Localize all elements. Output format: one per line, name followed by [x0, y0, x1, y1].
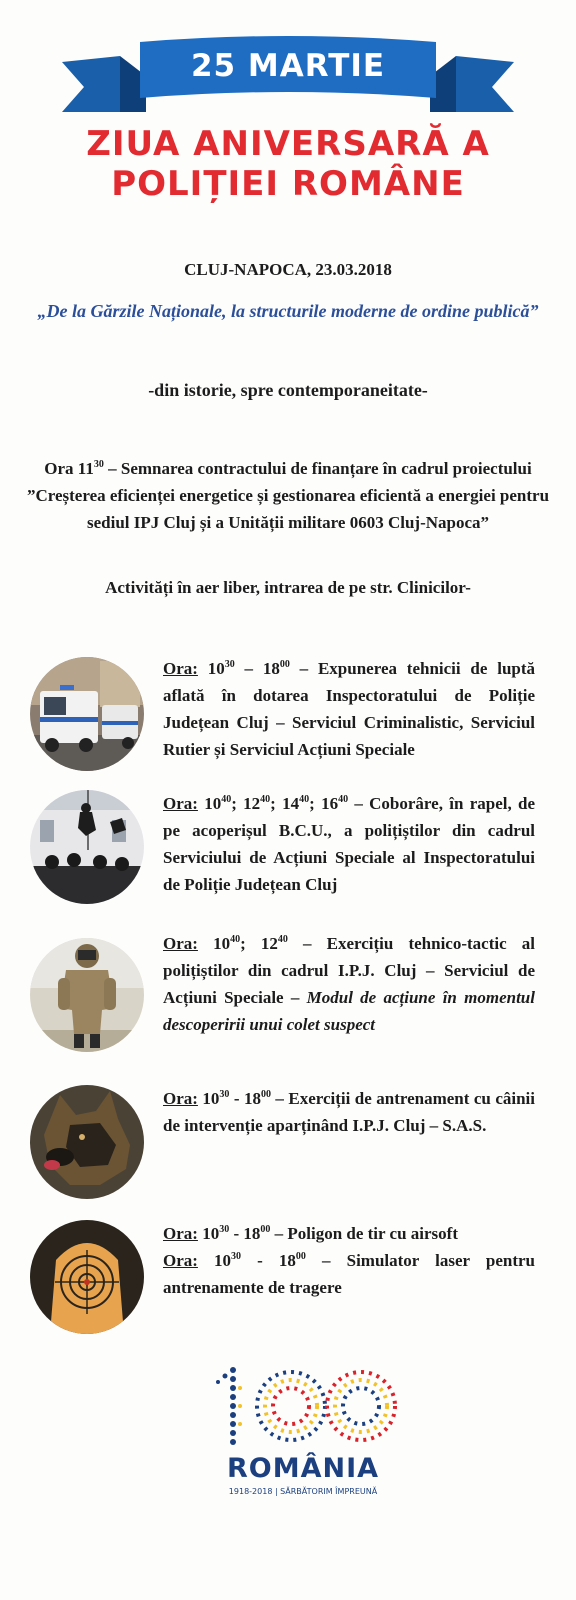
time-minutes: 00 — [295, 1251, 306, 1262]
time-minutes: 40 — [338, 794, 349, 805]
time-hour: 10 — [207, 659, 225, 678]
activity-text: – Coborâre, în rapel, de pe acoperișul B.C.U., a polițiștilor din cadrul Serviciului de Acțiuni Speciale al Inspectoratului de Poliție Județean Cluj — [163, 794, 535, 894]
activity-text: – Simulator laser pentru antrenamente de tragere — [163, 1251, 535, 1297]
time-hour: 18 — [278, 1251, 296, 1270]
activity-description — [163, 1085, 535, 1139]
time-hour: 10 — [202, 1224, 220, 1243]
event-tagline: -din istorie, spre contemporaneitate- — [148, 380, 428, 400]
signing-time-minutes: 30 — [93, 459, 104, 470]
rappel-photo-icon — [30, 790, 144, 904]
time-minutes: 40 — [260, 794, 271, 805]
time-hour: 16 — [321, 794, 339, 813]
romania-100-logo — [203, 1358, 403, 1498]
event-subtitle: „De la Gărzile Naționale, la structurile moderne de ordine publică” — [37, 301, 539, 321]
activity-description — [163, 790, 535, 898]
time-minutes: 30 — [231, 1251, 242, 1262]
bomb-suit-photo-icon — [30, 938, 144, 1052]
activity-text: – Expunerea tehnicii de luptă aflată în dotarea Inspectoratului de Poliție Județean Cluj – Serviciul Criminalistic, Serviciul Rutier și Serviciul Acțiuni Speciale — [163, 659, 536, 759]
logo-wordmark: ROMÂNIA — [226, 1453, 380, 1484]
ora-label: Ora: — [163, 659, 198, 678]
activity-text: – Exerciții de antrenament cu câinii de intervenție aparținând I.P.J. Cluj – S.A.S. — [163, 1089, 535, 1135]
banner-date: 25 MARTIE — [190, 48, 386, 84]
time-joiner: ; — [270, 794, 283, 813]
outdoor-activities-heading: Activități în aer liber, intrarea de pe str. Clinicilor- — [105, 578, 471, 597]
time-minutes: 40 — [221, 794, 232, 805]
time-separator: - — [241, 1251, 279, 1270]
logo-tagline: 1918-2018 | SĂRBĂTORIM ÎMPREUNĂ — [228, 1487, 378, 1496]
police-dog-photo-icon — [30, 1085, 144, 1199]
time-hour: 10 — [202, 1089, 220, 1108]
time-hour: 12 — [243, 794, 261, 813]
time-joiner: ; — [231, 794, 244, 813]
ora-label: Ora: — [163, 794, 198, 813]
time-joiner: ; — [240, 934, 261, 953]
signing-time-label: Ora 11 — [44, 459, 94, 478]
activity-text: – Exercițiu tehnico-tactic al polițiștilor din cadrul I.P.J. Cluj – Serviciul de Acțiuni Speciale – — [163, 934, 535, 1007]
time-hour: 18 — [243, 1224, 261, 1243]
activity-text: – Poligon de tir cu airsoft — [270, 1224, 458, 1243]
time-minutes: 00 — [260, 1224, 271, 1235]
time-minutes: 00 — [260, 1089, 271, 1100]
time-minutes: 40 — [277, 934, 288, 945]
time-minutes: 40 — [299, 794, 310, 805]
time-hour: 14 — [282, 794, 300, 813]
romania-100-icon — [203, 1358, 403, 1458]
banner-title-line1: ZIUA ANIVERSARĂ A — [86, 124, 490, 164]
shooting-target-photo-icon — [30, 1220, 144, 1334]
time-hour: 18 — [262, 659, 280, 678]
time-minutes: 40 — [230, 934, 241, 945]
location-date: CLUJ-NAPOCA, 23.03.2018 — [184, 260, 392, 279]
activity-description — [163, 655, 535, 763]
time-hour: 18 — [243, 1089, 261, 1108]
time-minutes: 00 — [279, 659, 290, 670]
ora-label: Ora: — [163, 1251, 198, 1270]
signing-description: – Semnarea contractului de finanțare în cadrul proiectului ”Creșterea eficienței energetice și gestionarea eficientă a energiei pentru sediul IPJ Cluj și a Unității militare 0603 Cluj-Napoca” — [26, 459, 550, 532]
contract-signing-paragraph — [20, 455, 556, 536]
time-minutes: 30 — [219, 1089, 230, 1100]
time-hour: 12 — [260, 934, 278, 953]
activity-italic-text: Modul de acțiune în momentul descoperirii unui colet suspect — [163, 988, 535, 1034]
time-minutes: 30 — [224, 659, 235, 670]
ora-label: Ora: — [163, 1224, 198, 1243]
activity-description — [163, 930, 535, 1038]
time-hour: 10 — [214, 1251, 232, 1270]
time-hour: 10 — [204, 794, 222, 813]
activity-description — [163, 1220, 535, 1301]
banner-title-line2: POLIȚIEI ROMÂNE — [111, 164, 465, 204]
time-hour: 10 — [213, 934, 231, 953]
ora-label: Ora: — [163, 1089, 198, 1108]
time-separator: - — [229, 1224, 244, 1243]
time-minutes: 30 — [219, 1224, 230, 1235]
time-joiner: ; — [309, 794, 322, 813]
title-banner — [0, 0, 576, 220]
time-separator: - — [229, 1089, 244, 1108]
time-separator: – — [234, 659, 263, 678]
ora-label: Ora: — [163, 934, 198, 953]
police-vans-photo-icon — [30, 657, 144, 771]
